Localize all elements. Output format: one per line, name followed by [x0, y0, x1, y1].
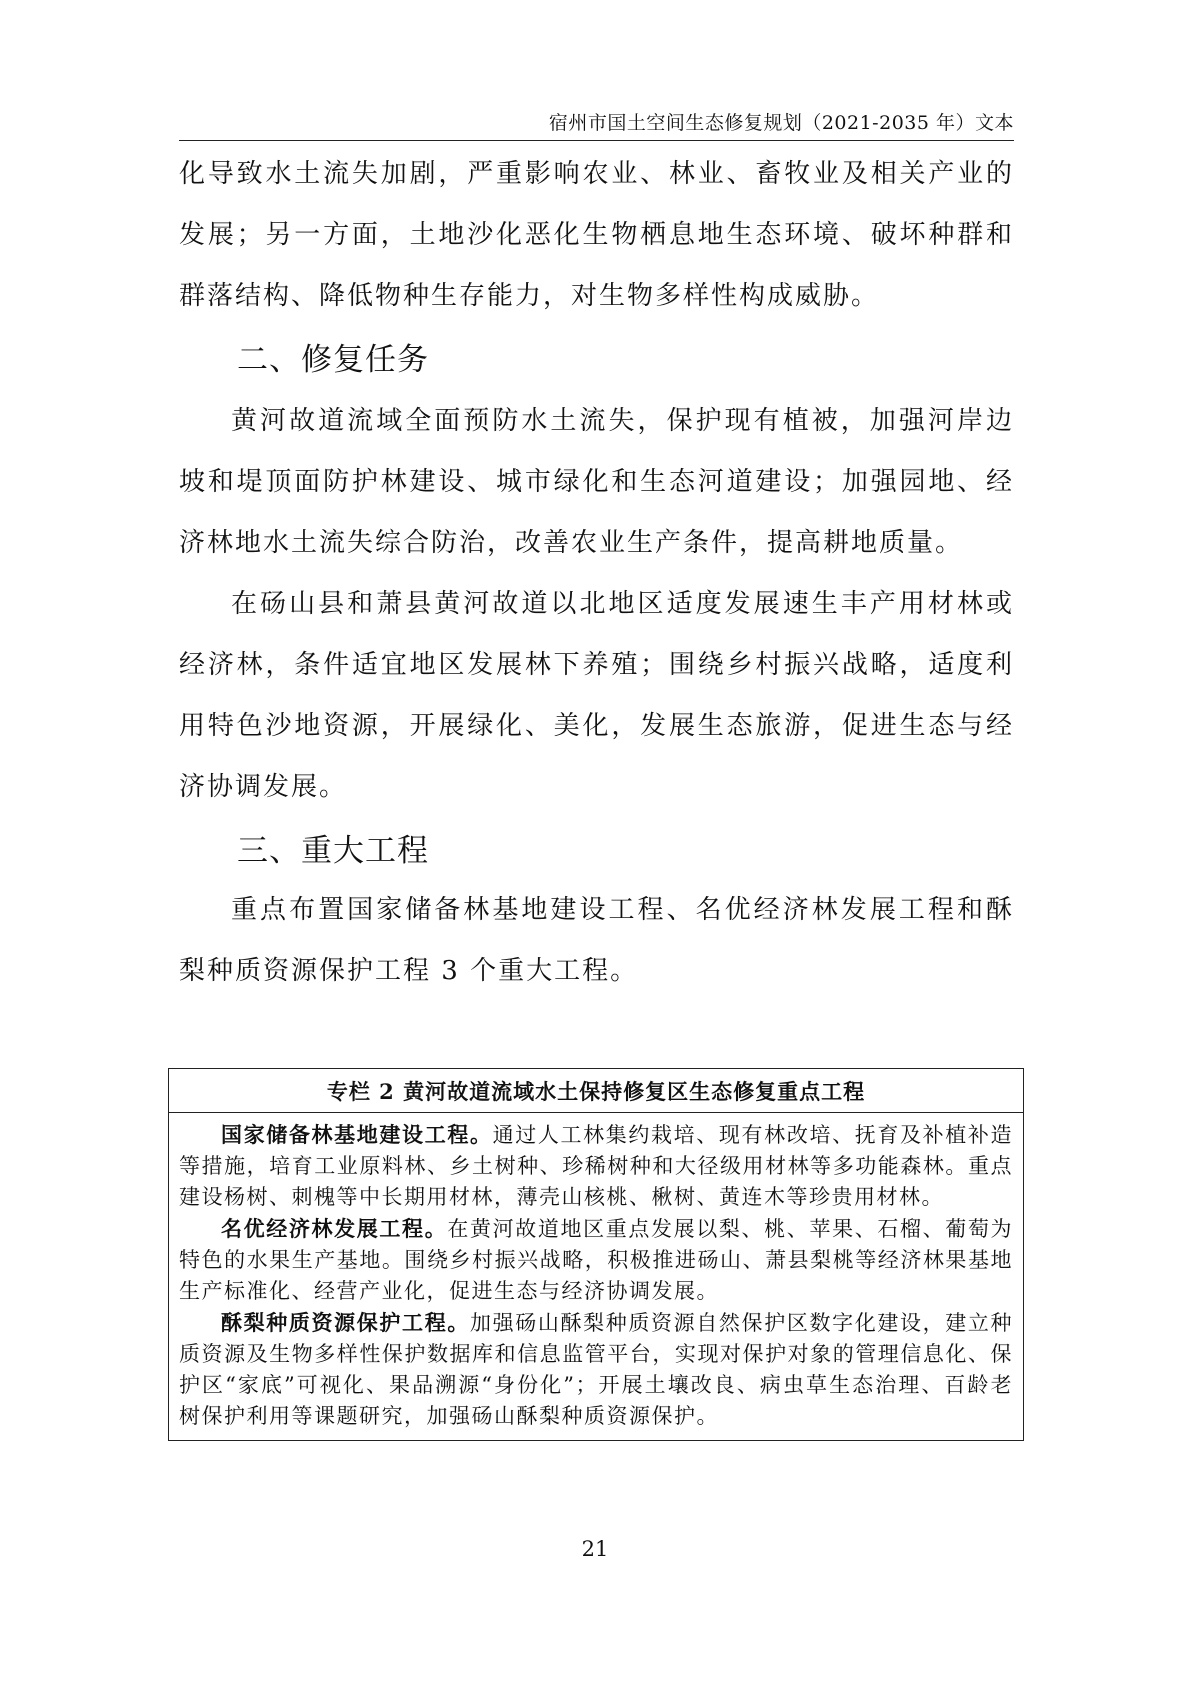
- feature-item-text: 加强砀山酥梨种质资源自然保护区数字化建设，建立种质资源及生物多样性保护数据库和信息监管平台，实现对保护对象的管理信息化、保护区“家底”可视化、果品溯源“身份化”；开展土壤改良、病虫草生态治理、百龄老树保护利用等课题研究，加强砀山酥梨种质资源保护。: [179, 1311, 1014, 1428]
- section-heading-restoration-tasks: 二、修复任务: [237, 342, 429, 378]
- feature-box-body: [169, 1113, 1023, 1440]
- feature-item-text: 通过人工林集约栽培、现有林改培、抚育及补植补造等措施，培育工业原料林、乡土树种、珍稀树种和大径级用材林等多功能森林。重点建设杨树、刺槐等中长期用材林，薄壳山核桃、楸树、黄连木等珍贵用材林。: [179, 1123, 1014, 1209]
- major-projects-paragraph: 重点布置国家储备林基地建设工程、名优经济林发展工程和酥梨种质资源保护工程 3 个重大工程。: [179, 895, 1014, 986]
- header-divider: [179, 140, 1014, 141]
- document-title: 宿州市国土空间生态修复规划（2021-2035 年）文本: [548, 112, 1014, 134]
- feature-item-term: 名优经济林发展工程。: [221, 1216, 448, 1241]
- page-number: 21: [581, 1537, 609, 1561]
- feature-item-pear-germplasm: [179, 1307, 1013, 1432]
- feature-item-term: 国家储备林基地建设工程。: [221, 1122, 493, 1147]
- intro-paragraph: 化导致水土流失加剧，严重影响农业、林业、畜牧业及相关产业的发展；另一方面，土地沙化恶化生物栖息地生态环境、破坏种群和群落结构、降低物种生存能力，对生物多样性构成威胁。: [179, 159, 1014, 311]
- restoration-tasks-paragraph-1: 黄河故道流域全面预防水土流失，保护现有植被，加强河岸边坡和堤顶面防护林建设、城市绿化和生态河道建设；加强园地、经济林地水土流失综合防治，改善农业生产条件，提高耕地质量。: [179, 406, 1014, 558]
- feature-item-term: 酥梨种质资源保护工程。: [221, 1310, 470, 1335]
- feature-box-column-2: [168, 1068, 1024, 1441]
- feature-item-reserve-forest: [179, 1119, 1013, 1213]
- section-heading-major-projects: 三、重大工程: [237, 833, 429, 869]
- feature-box-title: 专栏 2 黄河故道流域水土保持修复区生态修复重点工程: [169, 1069, 1023, 1113]
- feature-item-text: 在黄河故道地区重点发展以梨、桃、苹果、石榴、葡萄为特色的水果生产基地。围绕乡村振兴战略，积极推进砀山、萧县梨桃等经济林果基地生产标准化、经营产业化，促进生态与经济协调发展。: [179, 1217, 1014, 1303]
- feature-item-economic-forest: [179, 1213, 1013, 1307]
- restoration-tasks-paragraph-2: 在砀山县和萧县黄河故道以北地区适度发展速生丰产用材林或经济林，条件适宜地区发展林下养殖；围绕乡村振兴战略，适度利用特色沙地资源，开展绿化、美化，发展生态旅游，促进生态与经济协调发展。: [179, 589, 1014, 802]
